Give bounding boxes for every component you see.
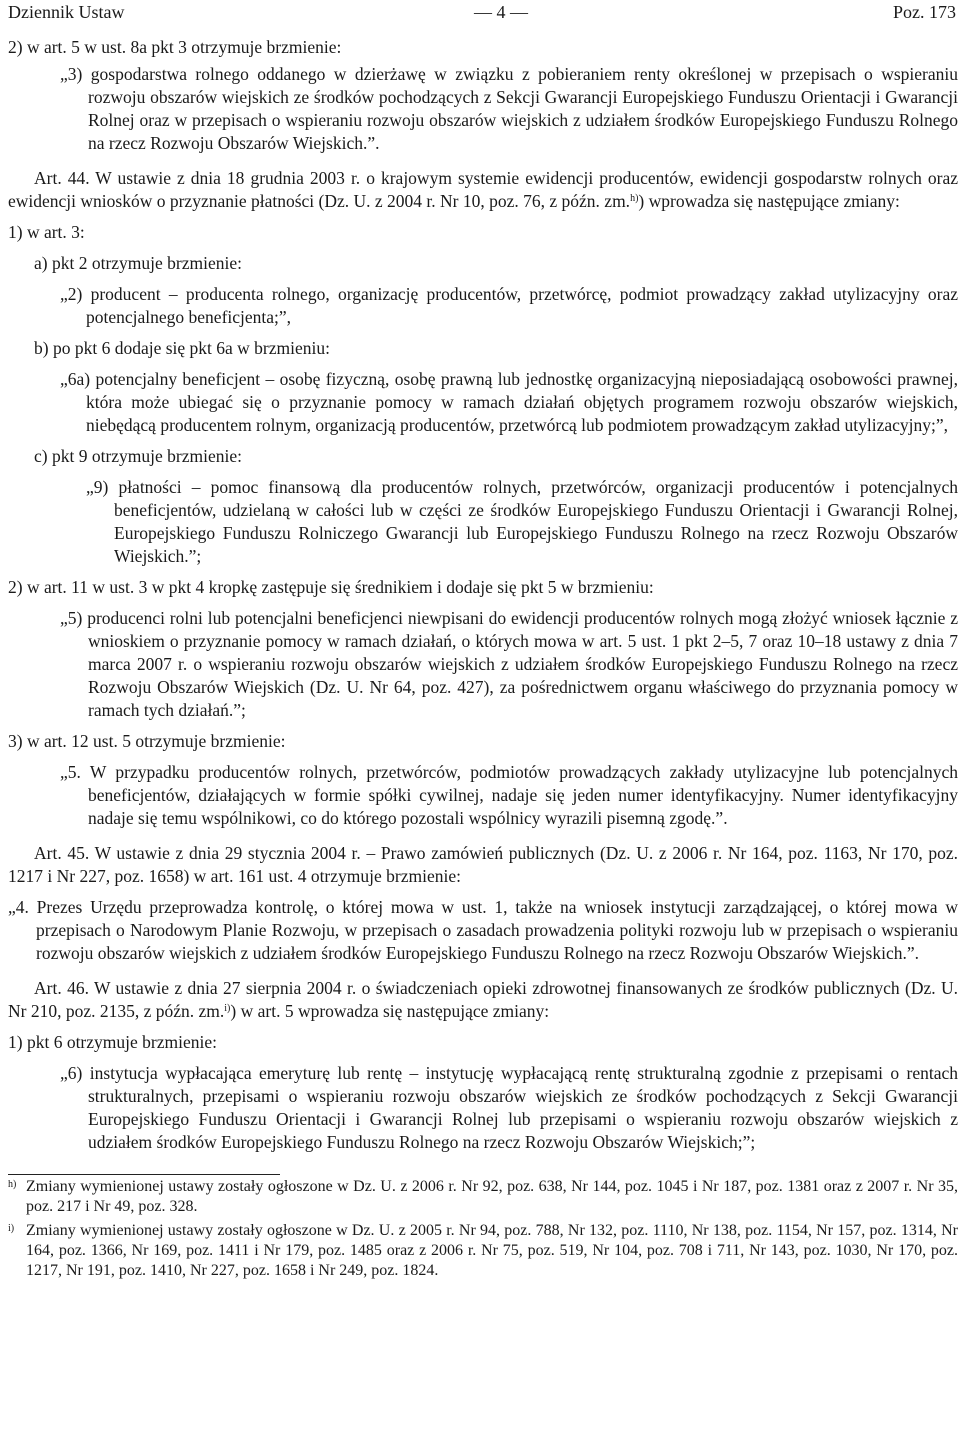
quoted-point-9: „9) płatności – pomoc finansową dla producentów rolnych, przetwórców, organizacji producentów i potencjalnych beneficjentów, udzielaną w całości lub w części ze środków Europejskiego Funduszu Orientacji i Gwarancji Rolnej, Europejskiego Funduszu Rolniczego Gwarancji lub Europejskiego Funduszu Rolnego na rzecz Rozwoju Obszarów Wiejskich.”;	[86, 477, 958, 566]
article-44	[8, 167, 958, 213]
quoted-point-5: „5) producenci rolni lub potencjalni beneficjenci niewpisani do ewidencji producentów rolnych mogą złożyć wniosek łącznie z wnioskiem o przyznanie pomocy w ramach działań, o których mowa w art. 5 ust. 1 pkt 2–5, 7 oraz 10–18 ustawy z dnia 7 marca 2007 r. o wspieraniu rozwoju obszarów wiejskich z udziałem środków Europejskiego Funduszu Rolnego na rzecz Rozwoju Obszarów Wiejskich (Dz. U. Nr 64, poz. 427), za pośrednictwem organu właściwego do przyznania pomocy w ramach tych działań.”;	[60, 608, 958, 720]
article-44-end: ) wprowadza się następujące zmiany:	[638, 191, 900, 211]
footnote-h-text: Zmiany wymienionej ustawy zostały ogłoszone w Dz. U. z 2006 r. Nr 92, poz. 638, Nr 144, poz. 1045 i Nr 187, poz. 1381 oraz z 2007 r. Nr 35, poz. 217 i Nr 49, poz. 328.	[26, 1178, 958, 1215]
amendment-1a: a) pkt 2 otrzymuje brzmienie:	[34, 253, 242, 273]
amendment-1c: c) pkt 9 otrzymuje brzmienie:	[34, 446, 242, 466]
article-45: Art. 45. W ustawie z dnia 29 stycznia 2004 r. – Prawo zamówień publicznych (Dz. U. z 2006 r. Nr 164, poz. 1163, Nr 170, poz. 1217 i Nr 227, poz. 1658) w art. 161 ust. 4 otrzymuje brzmienie:	[8, 843, 958, 886]
article-46-end: ) w art. 5 wprowadza się następujące zmiany:	[230, 1001, 550, 1021]
footnote-ref-h: h)	[630, 193, 639, 204]
amendment-46-1: 1) pkt 6 otrzymuje brzmienie:	[8, 1032, 217, 1052]
footnote-ref-i: i)	[224, 1003, 231, 1014]
quoted-paragraph-4: „4. Prezes Urzędu przeprowadza kontrolę, o której mowa w ust. 1, także na wniosek instytucji zarządzającej, o której mowa w przepisach o Narodowym Planie Rozwoju, w przepisach o zasadach prowadzenia polityki rozwoju lub w przepisach o wspieraniu rozwoju obszarów wiejskich z udziałem środków Europejskiego Funduszu Rolnego na rzecz Rozwoju Obszarów Wiejskich.”.	[8, 897, 958, 963]
quoted-point-2: „2) producent – producenta rolnego, organizację producentów, przetwórcę, podmiot prowadzący zakład utylizacyjny oraz potencjalnego beneficjenta;”,	[60, 284, 958, 327]
article-46-text: Art. 46. W ustawie z dnia 27 sierpnia 2004 r. o świadczeniach opieki zdrowotnej finansowanych ze środków publicznych (Dz. U. Nr 210, poz. 2135, z późn. zm.	[8, 978, 958, 1021]
quoted-paragraph-5: „5. W przypadku producentów rolnych, przetwórców, podmiotów prowadzących zakłady utylizacyjne lub potencjalnych beneficjentów, działających w formie spółki cywilnej, nadaje się jeden numer identyfikacyjny. Numer identyfikacyjny nadaje się temu wspólnikowi, co do którego pozostali wspólnicy wyrazili pisemną zgodę.”.	[60, 762, 958, 828]
quoted-point-6a: „6a) potencjalny beneficjent – osobę fizyczną, osobę prawną lub jednostkę organizacyjną nieposiadającą osobowości prawnej, która może ubiegać się o przyznanie pomocy w ramach działań objętych programem rozwoju obszarów wiejskich, niebędącą producentem rolnym, organizacją producentów, przetwórcą lub podmiotem prowadzącym zakład utylizacyjny;”,	[60, 369, 958, 435]
footnote-i	[8, 1221, 958, 1281]
footnote-i-text: Zmiany wymienionej ustawy zostały ogłoszone w Dz. U. z 2005 r. Nr 94, poz. 788, Nr 132, poz. 1110, Nr 138, poz. 1154, Nr 157, poz. 1314, Nr 164, poz. 1366, Nr 169, poz. 1411 i Nr 179, poz. 1485 oraz z 2006 r. Nr 75, poz. 519, Nr 104, poz. 708 i 711, Nr 143, poz. 1030, Nr 170, poz. 1217, Nr 191, poz. 1410, Nr 227, poz. 1658 i Nr 249, poz. 1824.	[26, 1222, 958, 1279]
quoted-point-6: „6) instytucja wypłacająca emeryturę lub rentę – instytucję wypłacającą rentę strukturalną zgodnie z przepisami o rentach strukturalnych, przepisami o wspieraniu rozwoju obszarów wiejskich ze środków pochodzących z Sekcji Gwarancji Europejskiego Funduszu Orientacji i Gwarancji Rolnej lub przepisami o wspieraniu rozwoju obszarów wiejskich z udziałem środków Europejskiego Funduszu Rolnego na rzecz Rozwoju Obszarów Wiejskich;”;	[60, 1063, 958, 1152]
amendment-2: 2) w art. 11 w ust. 3 w pkt 4 kropkę zastępuje się średnikiem i dodaje się pkt 5 w brzmieniu:	[8, 577, 654, 597]
point-2-intro: 2) w art. 5 w ust. 8a pkt 3 otrzymuje brzmienie:	[8, 37, 342, 57]
footnote-i-mark: i)	[8, 1223, 15, 1234]
amendment-3: 3) w art. 12 ust. 5 otrzymuje brzmienie:	[8, 731, 286, 751]
article-46	[8, 977, 958, 1023]
amendment-1b: b) po pkt 6 dodaje się pkt 6a w brzmieniu:	[34, 338, 330, 358]
amendment-1: 1) w art. 3:	[8, 222, 85, 242]
document-page	[8, 0, 958, 1281]
footnote-divider	[8, 1174, 280, 1175]
journal-name: Dziennik Ustaw	[8, 2, 125, 22]
quoted-point-3: „3) gospodarstwa rolnego oddanego w dzierżawę w związku z pobieraniem renty określonej w przepisach o wspieraniu rozwoju obszarów wiejskich ze środków pochodzących z Sekcji Gwarancji Europejskiego Funduszu Orientacji i Gwarancji Rolnej oraz w przepisach o wspieraniu rozwoju obszarów wiejskich z udziałem środków Europejskiego Funduszu Rolnego na rzecz Rozwoju Obszarów Wiejskich.”.	[60, 64, 958, 153]
footnote-h-mark: h)	[8, 1179, 17, 1190]
page-header	[8, 0, 958, 26]
position-number: Poz. 173	[893, 2, 956, 22]
page-number: — 4 —	[474, 2, 528, 22]
footnote-h	[8, 1177, 958, 1217]
article-44-text: Art. 44. W ustawie z dnia 18 grudnia 2003 r. o krajowym systemie ewidencji producentów, ewidencji gospodarstw rolnych oraz ewidencji wniosków o przyznanie płatności (Dz. U. z 2004 r. Nr 10, poz. 76, z późn. zm.	[8, 168, 958, 211]
